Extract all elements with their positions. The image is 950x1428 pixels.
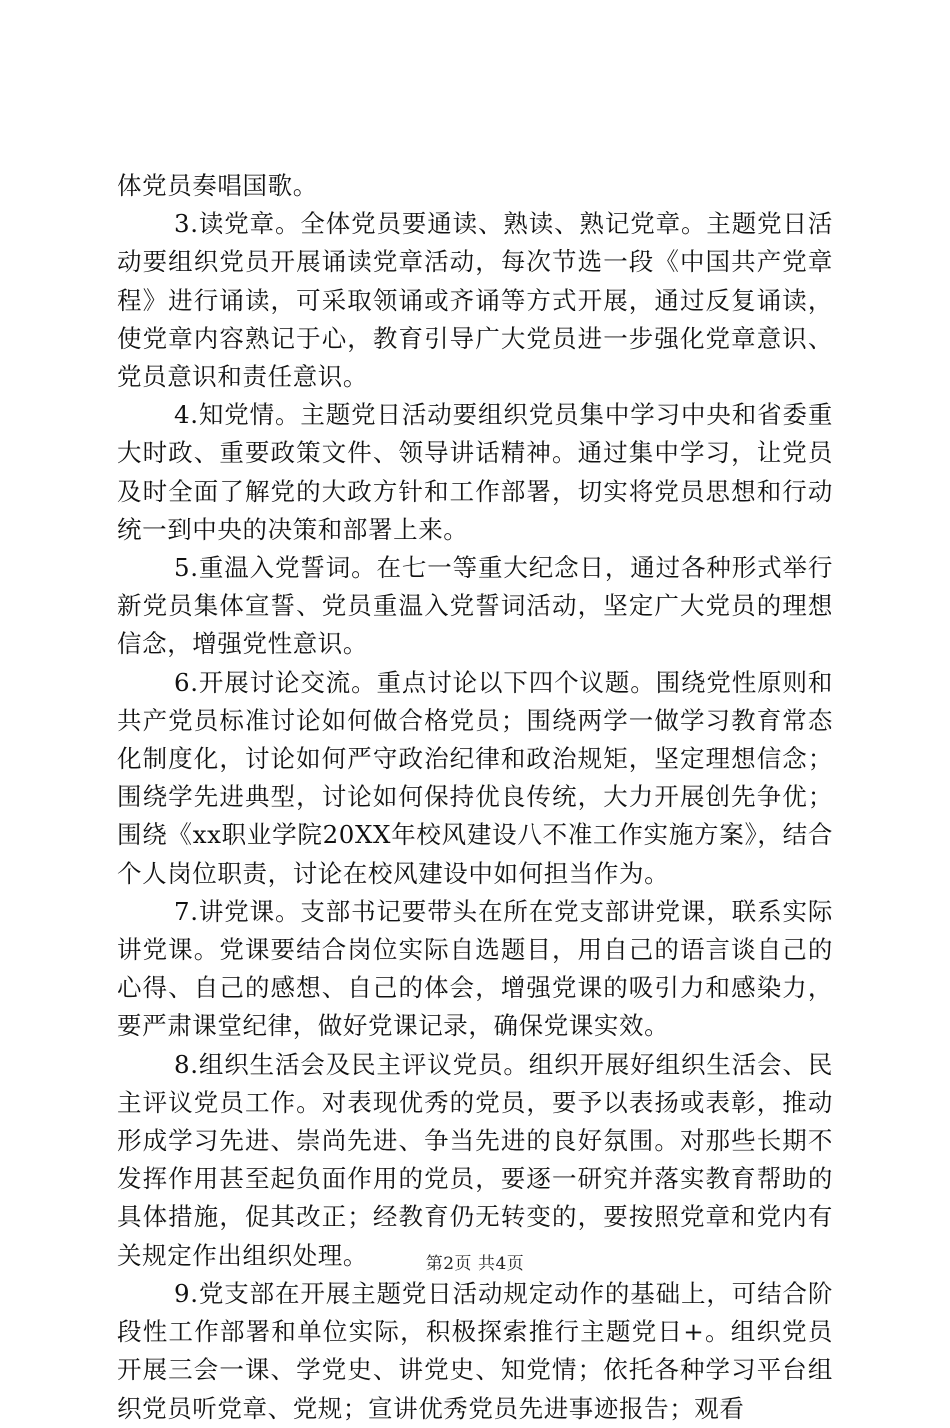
paragraph-continuation: 体党员奏唱国歌。	[117, 171, 318, 200]
paragraph-item-5: 5.重温入党誓词。在七一等重大纪念日，通过各种形式举行新党员集体宣誓、党员重温入党誓词活动，坚定广大党员的理想信念，增强党性意识。	[117, 553, 833, 659]
paragraph-item-7: 7.讲党课。支部书记要带头在所在党支部讲党课，联系实际讲党课。党课要结合岗位实际自选题目，用自己的语言谈自己的心得、自己的感想、自己的体会，增强党课的吸引力和感染力，要严肃课堂纪律，做好党课记录，确保党课实效。	[117, 896, 833, 1041]
document-body	[117, 167, 833, 1428]
paragraph-item-9: 9.党支部在开展主题党日活动规定动作的基础上，可结合阶段性工作部署和单位实际，积极探索推行主题党日+。组织党员开展三会一课、学党史、讲党史、知党情；依托各种学习平台组织党员听党章、党规；宣讲优秀党员先进事迹报告；观看	[117, 1278, 833, 1423]
paragraph-item-3: 3.读党章。全体党员要通读、熟读、熟记党章。主题党日活动要组织党员开展诵读党章活动，每次节选一段《中国共产党章程》进行诵读，可采取领诵或齐诵等方式开展，通过反复诵读，使党章内容熟记于心，教育引导广大党员进一步强化党章意识、党员意识和责任意识。	[117, 209, 833, 392]
page-footer: 第2页 共4页	[425, 1254, 525, 1274]
paragraph-item-4: 4.知党情。主题党日活动要组织党员集中学习中央和省委重大时政、重要政策文件、领导讲话精神。通过集中学习，让党员及时全面了解党的大政方针和工作部署，切实将党员思想和行动统一到中央的决策和部署上来。	[117, 400, 833, 544]
paragraph-item-8: 8.组织生活会及民主评议党员。组织开展好组织生活会、民主评议党员工作。对表现优秀的党员，要予以表扬或表彰，推动形成学习先进、崇尚先进、争当先进的良好氛围。对那些长期不发挥作用甚至起负面作用的党员，要逐一研究并落实教育帮助的具体措施，促其改正；经教育仍无转变的，要按照党章和党内有关规定作出组织处理。	[117, 1049, 833, 1270]
paragraph-item-6: 6.开展讨论交流。重点讨论以下四个议题。围绕党性原则和共产党员标准讨论如何做合格党员；围绕两学一做学习教育常态化制度化，讨论如何严守政治纪律和政治规矩，坚定理想信念；围绕学先进典型，讨论如何保持优良传统，大力开展创先争优；围绕《xx职业学院20XX年校风建设八不准工作实施方案》，结合个人岗位职责，讨论在校风建设中如何担当作为。	[117, 667, 833, 888]
